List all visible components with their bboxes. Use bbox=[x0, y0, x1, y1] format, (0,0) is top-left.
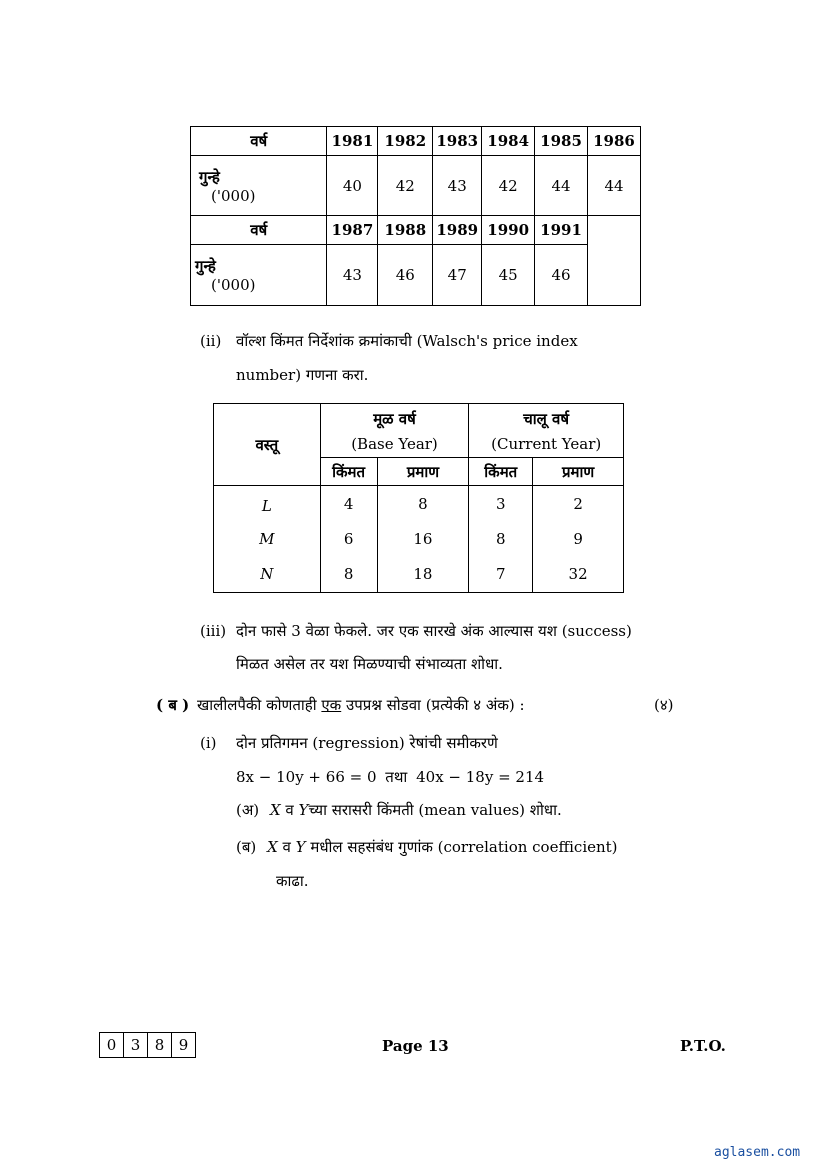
sub-question-b-label: (ब) bbox=[236, 838, 257, 856]
code-digit: 9 bbox=[178, 1036, 189, 1054]
watermark-link[interactable]: aglasem.com bbox=[714, 1145, 801, 1160]
value-cell: 7 bbox=[469, 557, 533, 593]
paper-code bbox=[99, 1032, 196, 1058]
year-cell: 1985 bbox=[535, 127, 588, 156]
question-ii-number: (ii) bbox=[200, 332, 222, 350]
table-row bbox=[214, 557, 624, 593]
value-cell: 47 bbox=[433, 245, 482, 306]
sub-question-a bbox=[236, 800, 562, 820]
question-ii-line2: number) गणना करा. bbox=[236, 366, 369, 384]
year-label: वर्ष bbox=[191, 216, 327, 245]
sub-question-b-text: मधील सहसंबंध गुणांक (correlation coefficient) bbox=[310, 838, 618, 856]
value-cell: 8 bbox=[320, 557, 377, 593]
table-row bbox=[214, 486, 624, 522]
base-year-label-en: (Base Year) bbox=[351, 434, 438, 453]
value-cell: 32 bbox=[533, 557, 624, 593]
pto-label: P.T.O. bbox=[680, 1037, 726, 1055]
section-b-marks: (४) bbox=[654, 696, 674, 714]
value-cell: 3 bbox=[469, 486, 533, 522]
item-cell: M bbox=[214, 522, 321, 557]
value-cell: 42 bbox=[482, 156, 535, 216]
quantity-header: प्रमाण bbox=[377, 458, 469, 486]
sub-question-a-text: च्या सरासरी किंमती (mean values) शोधा. bbox=[308, 801, 562, 819]
year-cell: 1989 bbox=[433, 216, 482, 245]
year-cell: 1990 bbox=[482, 216, 535, 245]
question-iii-line1: दोन फासे 3 वेळा फेकले. जर एक सारखे अंक आल्यास यश (success) bbox=[236, 622, 632, 640]
value-cell: 44 bbox=[588, 156, 641, 216]
value-cell: 45 bbox=[482, 245, 535, 306]
question-ii-line1: वॉल्श किंमत निर्देशांक क्रमांकाची (Walsch's price index bbox=[236, 332, 578, 350]
base-year-label: मूळ वर्ष bbox=[373, 409, 416, 428]
value-cell: 2 bbox=[533, 486, 624, 522]
table-row bbox=[214, 522, 624, 557]
question-iii-line2: मिळत असेल तर यश मिळण्याची संभाव्यता शोधा. bbox=[236, 655, 503, 673]
value-cell: 9 bbox=[533, 522, 624, 557]
value-cell: 18 bbox=[377, 557, 469, 593]
equation-join: तथा bbox=[385, 768, 408, 786]
crime-table bbox=[190, 126, 641, 306]
regression-equations bbox=[236, 767, 544, 787]
equation-1: 8x − 10y + 66 = 0 bbox=[236, 768, 377, 786]
section-b-instruction bbox=[197, 695, 525, 715]
crime-label: गुन्हे bbox=[195, 257, 216, 275]
var-x: X bbox=[269, 801, 281, 819]
price-header: किंमत bbox=[469, 458, 533, 486]
code-digit: 0 bbox=[100, 1033, 124, 1057]
var-y: Y bbox=[298, 801, 309, 819]
walsch-table bbox=[213, 403, 624, 593]
var-y: Y bbox=[295, 838, 306, 856]
value-cell: 44 bbox=[535, 156, 588, 216]
year-cell: 1983 bbox=[433, 127, 482, 156]
question-b-i-line1: दोन प्रतिगमन (regression) रेषांची समीकरणे bbox=[236, 734, 498, 752]
value-cell: 43 bbox=[433, 156, 482, 216]
current-year-header bbox=[469, 404, 624, 458]
value-cell: 8 bbox=[469, 522, 533, 557]
sub-question-b-line2: काढा. bbox=[276, 872, 309, 890]
value-cell: 16 bbox=[377, 522, 469, 557]
value-cell: 42 bbox=[378, 156, 433, 216]
year-cell: 1988 bbox=[378, 216, 433, 245]
price-header: किंमत bbox=[320, 458, 377, 486]
value-cell: 43 bbox=[327, 245, 378, 306]
crime-label-cell bbox=[191, 156, 327, 216]
year-cell: 1987 bbox=[327, 216, 378, 245]
equation-2: 40x − 18y = 214 bbox=[416, 768, 545, 786]
code-digit: 3 bbox=[124, 1033, 148, 1057]
section-b-text-post: उपप्रश्न सोडवा (प्रत्येकी ४ अंक) : bbox=[346, 696, 525, 714]
sub-question-a-label: (अ) bbox=[236, 801, 260, 819]
item-header: वस्तू bbox=[214, 404, 321, 486]
unit-label: ('000) bbox=[211, 276, 256, 294]
item-cell: N bbox=[214, 557, 321, 593]
current-year-label-en: (Current Year) bbox=[491, 434, 602, 453]
section-b-label: ( ब ) bbox=[156, 696, 190, 714]
code-digit: 8 bbox=[148, 1033, 172, 1057]
item-cell: L bbox=[214, 486, 321, 522]
year-cell: 1984 bbox=[482, 127, 535, 156]
section-b-text-emphasis: एक bbox=[321, 696, 342, 714]
crime-label: गुन्हे bbox=[199, 167, 220, 186]
value-cell: 46 bbox=[378, 245, 433, 306]
unit-label: ('000) bbox=[211, 186, 256, 205]
question-b-i-number: (i) bbox=[200, 734, 217, 752]
value-cell: 40 bbox=[327, 156, 378, 216]
current-year-label: चालू वर्ष bbox=[523, 409, 570, 428]
sub-question-b bbox=[236, 837, 618, 857]
var-x: X bbox=[267, 838, 278, 856]
year-cell: 1982 bbox=[378, 127, 433, 156]
conj-va: व bbox=[285, 801, 294, 819]
value-cell: 6 bbox=[320, 522, 377, 557]
base-year-header bbox=[320, 404, 469, 458]
page-number: Page 13 bbox=[382, 1037, 449, 1055]
year-cell: 1991 bbox=[535, 216, 588, 245]
conj-va: व bbox=[282, 838, 291, 856]
year-cell: 1986 bbox=[588, 127, 641, 156]
section-b-text-pre: खालीलपैकी कोणताही bbox=[197, 696, 317, 714]
quantity-header: प्रमाण bbox=[533, 458, 624, 486]
value-cell: 8 bbox=[377, 486, 469, 522]
value-cell: 4 bbox=[320, 486, 377, 522]
empty-cell bbox=[588, 216, 641, 306]
question-iii-number: (iii) bbox=[200, 622, 227, 640]
year-label: वर्ष bbox=[191, 127, 327, 156]
value-cell: 46 bbox=[535, 245, 588, 306]
year-cell: 1981 bbox=[327, 127, 378, 156]
crime-label-cell bbox=[191, 245, 327, 306]
